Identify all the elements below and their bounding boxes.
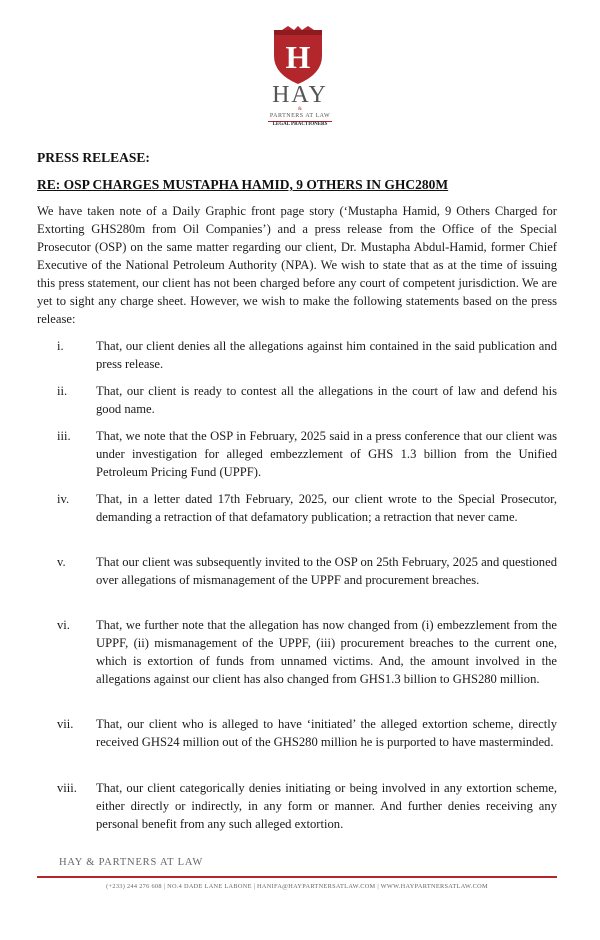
letterhead [0, 0, 600, 140]
list-item-number: v. [57, 555, 66, 569]
list-item-number: vii. [57, 717, 74, 731]
list-item-text: That our client was subsequently invited to the OSP on 25th February, 2025 and questioned over allegations of mismanagement of the UPPF and procurement breaches. [96, 555, 557, 587]
footer-contact: (+233) 244 276 608 | NO.4 DADE LANE LABONE | HANIFA@HAYPARTNERSATLAW.COM | WWW.HAYPARTNERSATLAW.COM [106, 883, 488, 890]
list-item-text: That, our client denies all the allegations against him contained in the said publication and press release. [96, 339, 557, 371]
list-item-number: iv. [57, 492, 70, 506]
list-item-text: That, our client categorically denies initiating or being involved in any extortion scheme, either directly or indirectly, in any form or manner. And further denies receiving any personal benefit from any such alleged extortion. [96, 781, 557, 831]
list-item-number: ii. [57, 384, 68, 398]
brand-ampersand: & [298, 107, 302, 112]
list-item-text: That, our client who is alleged to have ‘initiated’ the alleged extortion scheme, directly received GHS24 million out of the GHS280 million he is purported to have masterminded. [96, 717, 557, 749]
list-item-text: That, our client is ready to contest all the allegations in the court of law and defend his good name. [96, 384, 557, 416]
list-item-number: i. [57, 339, 64, 353]
svg-text:H: H [285, 39, 311, 75]
brand-name: HAY [272, 82, 328, 108]
list-item-number: iii. [57, 429, 71, 443]
list-item-text: That, we further note that the allegation has now changed from (i) embezzlement from the UPPF, (ii) mismanagement of the UPPF, (iii) procurement breaches to the current one, which is extortion of funds from unnamed victims. And, the amount involved in the allegations against our client has also changed from GHS1.3 billion to GHS280 million. [96, 618, 557, 686]
list-item-text: That, in a letter dated 17th February, 2025, our client wrote to the Special Prosecutor, demanding a retraction of that defamatory publication; a retraction that never came. [96, 492, 557, 524]
brand-tagline: LEGAL PRACTIONERS [272, 122, 328, 127]
list-item-number: vi. [57, 618, 70, 632]
brand-partners: PARTNERS AT LAW [269, 113, 331, 119]
document-heading: PRESS RELEASE: [37, 150, 150, 165]
list-item-number: viii. [57, 781, 77, 795]
document-subject: RE: OSP CHARGES MUSTAPHA HAMID, 9 OTHERS IN GHC280M [37, 177, 449, 192]
list-item-text: That, we note that the OSP in February, 2025 said in a press conference that our client was under investigation for alleged embezzlement of GHS 1.3 billion from the Unified Petroleum Pricing Fund (UPPF). [96, 429, 557, 479]
shield-logo-icon [270, 26, 326, 86]
footer-brand: HAY & PARTNERS AT LAW [59, 857, 204, 868]
footer-divider [37, 876, 557, 878]
intro-paragraph: We have taken note of a Daily Graphic front page story (‘Mustapha Hamid, 9 Others Charged for Extorting GHS280m from Oil Companies’) and a press release from the Office of the Special Prosecutor (OSP) on the same matter regarding our client, Dr. Mustapha Abdul-Hamid, former Chief Executive of the National Petroleum Authority (NPA). We wish to state that as at the time of issuing this press statement, our client has not been charged before any court of competent jurisdiction. We are yet to sight any charge sheet. However, we wish to make the following statements based on the press release: [37, 204, 557, 326]
